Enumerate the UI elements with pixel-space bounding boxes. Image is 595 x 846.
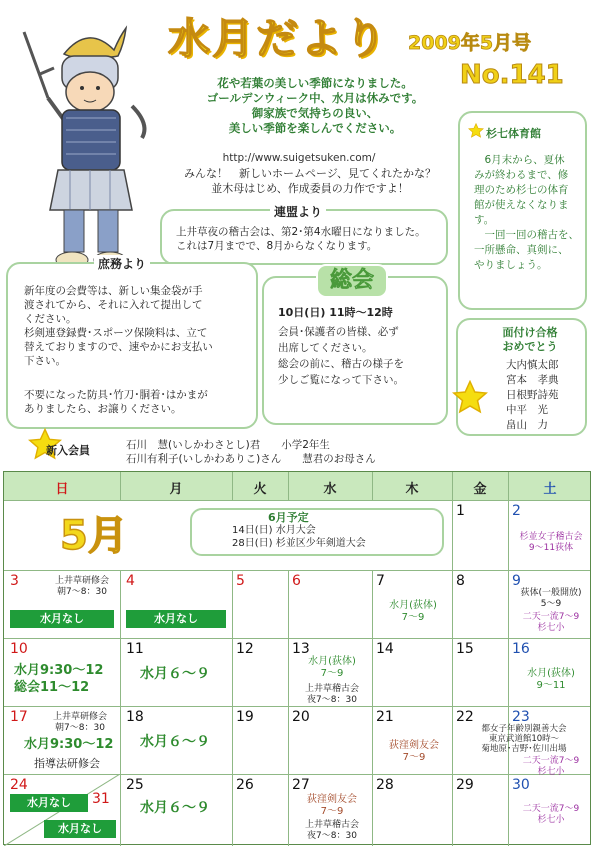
weekday-sun: 日	[55, 482, 69, 497]
sugi-line: 理のため杉七の体育	[474, 184, 569, 196]
day-number: 1	[456, 503, 465, 519]
day-number: 28	[376, 777, 394, 793]
event-line: 東京武道館10時～	[488, 734, 560, 744]
event-line: 水月(荻体)	[389, 600, 437, 611]
event-line: 9～11	[536, 680, 566, 691]
intro-message	[170, 76, 460, 136]
sugi-line: みが終わるまで、修	[474, 169, 569, 181]
day-number: 15	[456, 641, 474, 657]
homepage-line: みんな！ 新しいホームページ、見てくれたかな？	[184, 167, 436, 180]
sugi-line: 館が使えなくなりま	[474, 199, 569, 211]
star-icon	[468, 123, 484, 139]
general-meeting-title: 総会	[316, 264, 388, 298]
event-line: 菊地原･吉野･佐川出場	[481, 744, 567, 754]
day-number: 13	[292, 641, 310, 657]
list-item: 大内慎太郎	[506, 359, 559, 371]
sokai-line: 少しご覧になって下さい。	[278, 374, 404, 386]
general-meeting-body	[278, 324, 438, 388]
day-event	[512, 612, 590, 634]
event-line: 朝7～8：30	[55, 723, 105, 733]
renmei-title: 連盟より	[270, 203, 326, 220]
event-line: 7～9	[401, 612, 425, 623]
event-line: 7～9	[320, 806, 344, 817]
day-number: 24	[10, 777, 28, 793]
event-line: 夜7～8：30	[307, 695, 357, 705]
event-line: 9～11荻体	[528, 543, 574, 553]
day-number: 17	[10, 709, 28, 725]
day-event	[456, 724, 592, 754]
new-member-line: 石川 慧(いしかわさとし)君 小学2年生	[126, 439, 330, 451]
intro-line: ゴールデンウィーク中、水月は休みです。	[206, 91, 424, 105]
shomu-line: ください。	[24, 313, 77, 325]
event-line: 荻窪剣友会	[307, 794, 357, 805]
event-line: 夜7～8：30	[307, 831, 357, 841]
men-pass-title-line: おめでとう	[502, 340, 558, 353]
shomu-line: ありましたら、お譲りください。	[24, 403, 182, 415]
event-line: 杉七小	[537, 815, 565, 825]
day-number: 2	[512, 503, 521, 519]
day-event	[292, 656, 372, 680]
day-event	[292, 684, 372, 706]
day-number: 7	[376, 573, 385, 589]
sugi7-gym-box	[458, 111, 587, 310]
event-line: 5～9	[540, 599, 562, 609]
list-item: 宮本 孝典	[506, 374, 559, 386]
homepage-line: 並木母はじめ、作成委員の力作ですよ！	[211, 182, 409, 195]
day-number: 18	[126, 709, 144, 725]
sugi-line: 一回一回の稽古を、	[474, 229, 579, 241]
sugi-line: やりましょう。	[474, 259, 548, 271]
event-line: 朝7～8：30	[57, 587, 107, 597]
weekday-sat: 土	[543, 482, 557, 497]
shomu-notice-box	[6, 257, 258, 429]
event-line: 上井草稽古会	[304, 684, 359, 694]
day-number: 12	[236, 641, 254, 657]
list-item: 日根野詩苑	[506, 389, 559, 401]
day-number: 10	[10, 641, 28, 657]
day-event	[512, 588, 590, 610]
shomu-body-1	[24, 284, 250, 368]
day-number: 8	[456, 573, 465, 589]
shomu-line: 杉剣連登録費･スポーツ保険料は、立て	[24, 327, 208, 339]
sokai-line: 総会の前に、稽古の様子を	[278, 358, 404, 370]
shomu-body-2	[24, 388, 250, 416]
day-number: 20	[292, 709, 310, 725]
renmei-notice-box	[160, 205, 448, 265]
day-event-highlight: 水月６～９	[140, 666, 210, 682]
event-line: 水月(荻体)	[527, 668, 575, 679]
day-event	[376, 740, 452, 764]
day-event-highlight: 水月６～９	[140, 800, 210, 816]
issue-number: No.141	[460, 60, 564, 90]
day-number: 30	[512, 777, 530, 793]
shomu-title: 庶務より	[94, 255, 150, 272]
day-event	[292, 820, 372, 842]
new-member-line: 石川有利子(いしかわありこ)さん 慧君のお母さん	[126, 453, 376, 465]
sugi-line: 6月末から、夏休	[474, 154, 565, 166]
homepage-url[interactable]: http://www.suigetsuken.com/	[222, 152, 376, 164]
shomu-line: 下さい。	[24, 355, 66, 367]
day-event	[512, 804, 590, 826]
general-meeting-time: 10日(日) 11時～12時	[278, 306, 393, 319]
star-icon	[452, 380, 488, 416]
homepage-message	[160, 166, 460, 196]
intro-line: 御家族で気持ちの良い、	[251, 106, 379, 120]
newsletter-title: 水月だより	[168, 14, 389, 63]
month-label: 5月	[60, 513, 128, 559]
general-meeting-box	[262, 268, 448, 425]
day-number: 19	[236, 709, 254, 725]
sugi7-body	[474, 153, 582, 273]
men-pass-title	[480, 326, 580, 354]
day-number: 11	[126, 641, 144, 657]
day-event	[512, 668, 590, 692]
day-event	[44, 576, 120, 598]
event-line: 都女子年齢別親善大会	[481, 724, 567, 734]
day-event	[292, 794, 372, 818]
shomu-line: 渡されてから、それに入れて提出して	[24, 299, 203, 311]
may-calendar	[3, 471, 591, 845]
intro-line: 美しい季節を楽しんでください。	[228, 121, 402, 135]
day-number: 27	[292, 777, 310, 793]
samurai-mascot-illustration	[14, 14, 162, 276]
no-suigetsu-badge: 水月なし	[10, 794, 88, 812]
day-number: 16	[512, 641, 530, 657]
renmei-line: 上井草夜の稽古会は、第2･第4水曜日になりました。	[176, 226, 426, 238]
day-event	[512, 756, 590, 778]
list-item: 畠山 力	[506, 419, 548, 431]
no-suigetsu-badge: 水月なし	[10, 610, 114, 628]
day-number: 3	[10, 573, 19, 589]
men-pass-names	[506, 358, 559, 433]
day-number: 4	[126, 573, 135, 589]
day-event-highlight: 水月６～９	[140, 734, 210, 750]
june-plan-title: 6月予定	[268, 511, 309, 524]
men-pass-title-line: 面付け合格	[502, 326, 558, 339]
day-number: 6	[292, 573, 301, 589]
event-line: 二天一流7～9	[522, 804, 580, 814]
june-plan-line: 28日(日) 杉並区少年剣道大会	[232, 538, 366, 549]
sokai-line: 出席してください。	[278, 342, 373, 354]
day-number: 25	[126, 777, 144, 793]
sugi-line: 一所懸命、真剣に、	[474, 244, 569, 256]
day-event-highlight	[14, 662, 103, 696]
event-line: 荻窪剣友会	[389, 740, 439, 751]
june-plan-line: 14日(日) 水月大会	[232, 525, 316, 536]
issue-date: 2009年5月号	[408, 32, 532, 54]
event-line: 総会11～12	[14, 680, 90, 695]
weekday-mon: 月	[169, 482, 183, 497]
renmei-body	[176, 225, 426, 253]
day-number: 31	[92, 791, 110, 807]
event-line: 杉並女子稽古会	[519, 532, 583, 542]
shomu-line: 新年度の会費等は、新しい集金袋が手	[24, 285, 203, 297]
weekday-wed: 水	[323, 482, 337, 497]
men-pass-box	[456, 318, 587, 436]
day-number: 23	[512, 709, 530, 725]
sokai-line: 会員･保護者の皆様、必ず	[278, 326, 399, 338]
new-members-list	[126, 438, 376, 466]
event-line: 荻体(一般開放)	[520, 588, 582, 598]
day-number: 9	[512, 573, 521, 589]
list-item: 中平 光	[506, 404, 548, 416]
event-line: 上井草稽古会	[304, 820, 359, 830]
june-plan-body	[232, 524, 366, 550]
sugi7-title: 杉七体育館	[486, 127, 541, 140]
day-event	[512, 532, 590, 554]
day-number: 21	[376, 709, 394, 725]
event-line: 上井草研修会	[54, 576, 109, 586]
weekday-fri: 金	[473, 482, 487, 497]
shomu-line: 替えておりますので、速やかにお支払い	[24, 341, 213, 353]
sugi-line: す。	[474, 214, 495, 226]
event-line: 7～9	[402, 752, 426, 763]
event-line: 7～9	[320, 668, 344, 679]
day-event	[376, 600, 450, 624]
event-line: 二天一流7～9	[522, 612, 580, 622]
renmei-line: これは7月までで、8月からなくなります。	[176, 240, 378, 252]
shomu-line: 不要になった防具･竹刀･胴着･はかまが	[24, 389, 208, 401]
day-number: 26	[236, 777, 254, 793]
new-members-label: 新入会員	[46, 444, 90, 457]
day-number: 22	[456, 709, 474, 725]
event-line: 杉七小	[537, 767, 565, 777]
day-event: 指導法研修会	[34, 757, 100, 770]
june-plan-box	[190, 508, 444, 556]
no-suigetsu-badge: 水月なし	[126, 610, 226, 628]
event-line: 二天一流7～9	[522, 756, 580, 766]
day-event	[40, 712, 120, 734]
day-number: 29	[456, 777, 474, 793]
day-event-highlight: 水月9:30～12	[24, 737, 114, 752]
event-line: 上井草研修会	[52, 712, 107, 722]
event-line: 水月9:30～12	[14, 663, 104, 678]
day-number: 14	[376, 641, 394, 657]
intro-line: 花や若葉の美しい季節になりました。	[217, 76, 413, 90]
no-suigetsu-badge: 水月なし	[44, 820, 116, 838]
event-line: 水月(荻体)	[308, 656, 356, 667]
day-number: 5	[236, 573, 245, 589]
weekday-tue: 火	[253, 482, 267, 497]
event-line: 杉七小	[537, 623, 565, 633]
weekday-thu: 木	[405, 482, 419, 497]
